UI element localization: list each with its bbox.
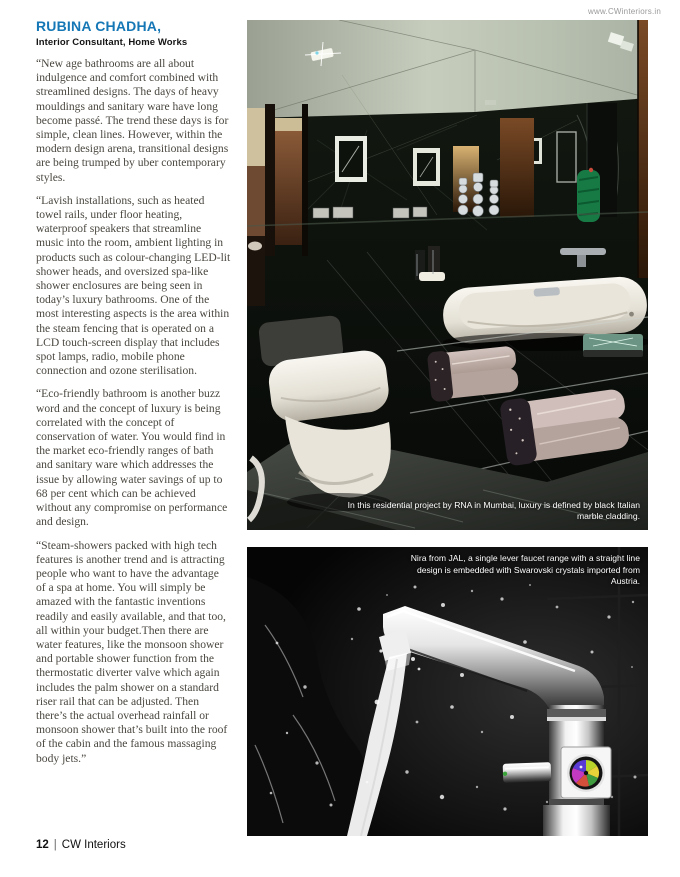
bathroom-caption: In this residential project by RNA in Mumbai, luxury is defined by black Italian marble cladding.: [347, 499, 640, 522]
faucet-photo: [247, 547, 648, 836]
page-number: 12: [36, 839, 49, 851]
wood-panel: [500, 118, 534, 217]
author-role: Interior Consultant, Home Works: [36, 37, 188, 48]
bathroom-illustration: [247, 20, 648, 530]
paragraph-2: “Lavish installations, such as heated towel rails, under floor heating, waterproof speakers that streamline music into the room, ambient lighting in products such as colour-changing LED-lit shower heads, and oversized spa-like shower enclosures are being seen in today’s luxury bathrooms. One of the most interesting aspects is the area within the steam fencing that is operated on a LCD touch-screen display that includes spot lamps, radio, mobile phone connection and ozone sterilisation.: [36, 193, 231, 378]
paragraph-4: “Steam-showers packed with high tech features is another trend and is attracting people who want to have the advantage of a spa at home. You will simply be amazed with the fantastic inventions readily and easily available, and that too, all within your budget.Then there are water features, like the monsoon shower and portable shower function from the thermostatic diverter valve which again includes the palm shower on a standard riser rail that can be adjusted. Then there’s the actual overhead rainfall or monsoon shower that’s built into the roof of the cabin and the famous massaging body jets.”: [36, 538, 228, 765]
author-name: RUBINA CHADHA,: [36, 18, 162, 34]
faucet-lever: [502, 762, 551, 783]
paragraph-3: “Eco-friendly bathroom is another buzz word and the concept of luxury is being correlated with the concept of conservation of water. You would find in the market eco-friendly ranges of bath and sanitary ware which addresses the issue by allowing water savings of up to 68 per cent which can be achieved without any compromise on performance and design.: [36, 387, 228, 529]
bathroom-photo: [247, 20, 648, 530]
article-column: [36, 18, 231, 775]
paragraph-1: “New age bathrooms are all about indulgence and comfort combined with streamlined designs. The days of heavy mouldings and sanitary ware have long become passé. The trend these days is for simple, clean lines. However, within the modern design arena, transitional designs are being trumped by uber contemporary styles.: [36, 57, 229, 184]
website-url: www.CWinteriors.in: [588, 7, 661, 16]
faucet-caption: Nira from JAL, a single lever faucet range with a straight line design is embedded with Swarovski crystals imported from Austria.: [410, 553, 640, 587]
crystal-box: [583, 334, 643, 357]
magazine-title: CW Interiors: [61, 839, 126, 851]
folio-separator: |: [53, 839, 57, 851]
page-folio: [36, 839, 126, 851]
swarovski-medallion: [561, 747, 611, 798]
article-body: [36, 57, 231, 766]
faucet-illustration: [247, 547, 648, 836]
wood-edge: [638, 20, 648, 278]
